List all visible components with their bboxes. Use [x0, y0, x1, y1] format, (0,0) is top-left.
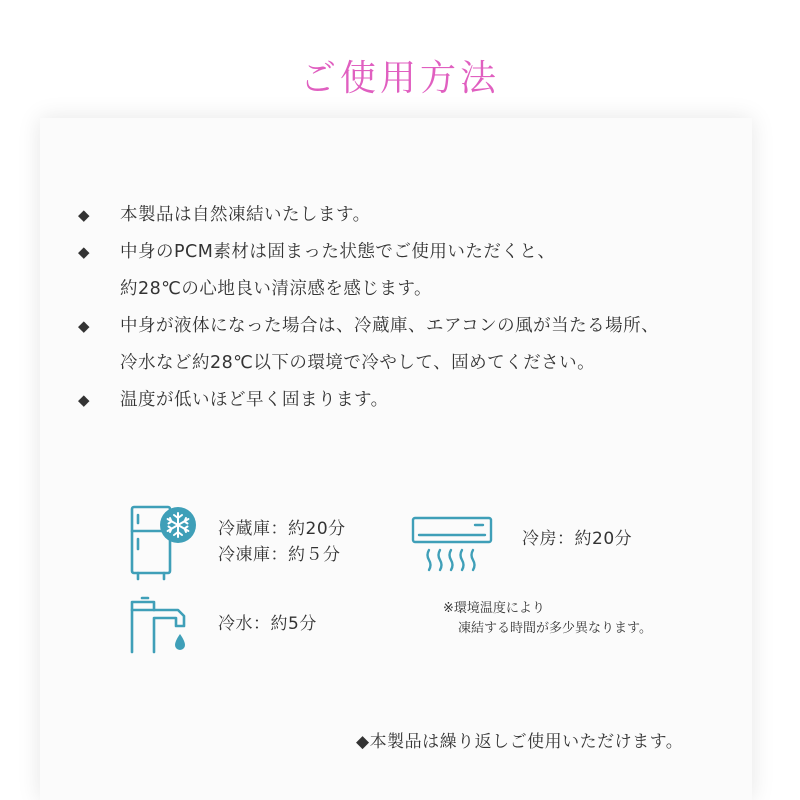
diamond-bullet-icon: ◆	[78, 243, 91, 261]
instruction-item	[78, 308, 758, 382]
instruction-text: 温度が低いほど早く固まります。	[120, 390, 389, 410]
freezer-time-label: 冷凍庫：約５分	[218, 545, 341, 565]
instruction-text: 中身のPCM素材は固まった状態でご使用いただくと、	[120, 242, 556, 262]
environment-note: ※環境温度により 凍結する時間が多少異なります。	[443, 601, 652, 636]
instruction-text: 本製品は自然凍結いたします。	[120, 205, 371, 225]
instruction-item	[78, 382, 758, 419]
reusable-note: ◆本製品は繰り返しご使用いただけます。	[356, 732, 684, 752]
page-title: ご使用方法	[299, 58, 500, 99]
instruction-text: 約28℃の心地良い清涼感を感じます。	[120, 279, 433, 299]
instruction-text: 中身が液体になった場合は、冷蔵庫、エアコンの風が当たる場所、	[120, 316, 660, 336]
diamond-bullet-icon: ◆	[78, 206, 91, 224]
instruction-item	[78, 234, 758, 308]
aircon-time-label: 冷房：約20分	[522, 529, 633, 549]
fridge-time-label: 冷蔵庫：約20分	[218, 519, 346, 539]
instruction-list	[78, 197, 758, 419]
diamond-bullet-icon: ◆	[78, 391, 91, 409]
diamond-bullet-icon: ◆	[78, 317, 91, 335]
air-conditioner-icon	[411, 516, 495, 576]
coldwater-time-label: 冷水：約5分	[218, 614, 317, 634]
instruction-item	[78, 197, 758, 234]
refrigerator-snowflake-icon	[128, 503, 200, 583]
instruction-text: 冷水など約28℃以下の環境で冷やして、固めてください。	[120, 353, 596, 373]
water-faucet-icon	[128, 596, 192, 658]
